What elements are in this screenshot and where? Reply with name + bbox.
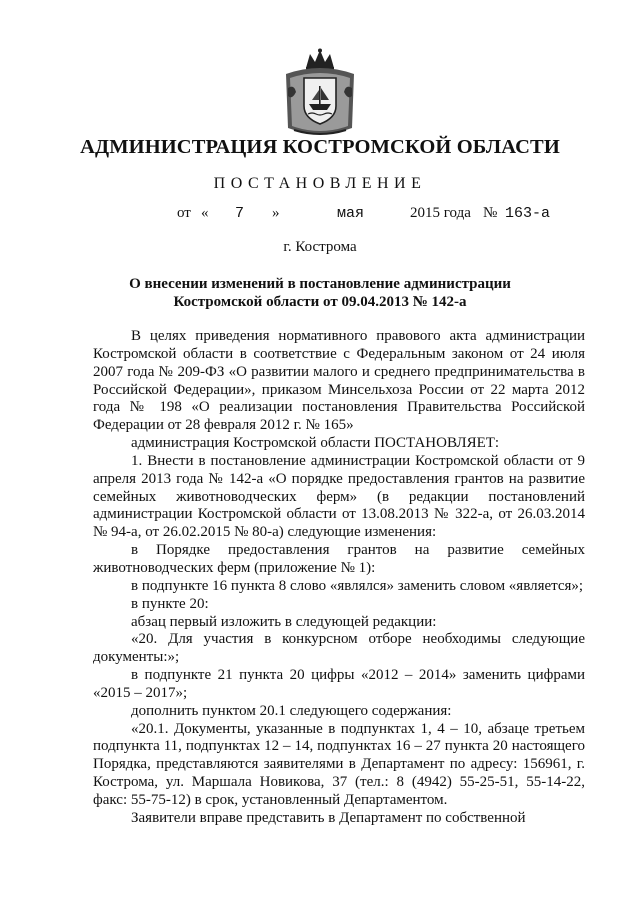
point-20-text: «20. Для участия в конкурсном отборе необходимы следующие документы:»; [93,631,585,666]
resolves-paragraph: администрация Костромской области ПОСТАНОВЛЯЕТ: [131,435,500,452]
date-month: мая [337,205,365,222]
add-point-20-1-paragraph: дополнить пунктом 20.1 следующего содержания: [131,702,452,719]
document-number: 163-а [505,205,551,222]
quote-open: « [201,205,209,221]
applicants-paragraph: Заявители вправе представить в Департамент по собственной [131,809,526,826]
subject-line-1: О внесении изменений в постановление администрации [129,276,511,292]
first-paragraph-note: абзац первый изложить в следующей редакции: [131,613,437,630]
coat-of-arms-icon [284,48,356,136]
quote-close: » [272,205,280,221]
order-paragraph: в Порядке предоставления грантов на развитие семейных животноводческих ферм (приложение № 1): [93,542,585,576]
document-body [93,328,585,828]
document-type: ПОСТАНОВЛЕНИЕ [213,175,427,192]
item-1-paragraph: 1. Внести в постановление администрации Костромской области от 9 апреля 2013 года № 142-а «О порядке предоставления грантов на развитие семейных животноводческих ферм» (в редакции постановлений администрации Костромской области от 13.08.2013 № 322-а, от 26.03.2014 № 94-а, от 26.02.2015 № 80-а) следующие изменения: [93,452,585,541]
organization-title: АДМИНИСТРАЦИЯ КОСТРОМСКОЙ ОБЛАСТИ [80,136,560,158]
point-20-1-text: «20.1. Документы, указанные в подпунктах 1, 4 – 10, абзаце третьем подпункта 11, подпунктах 12 – 14, подпунктах 16 – 27 пункта 20 настоящего Порядка, представляются заявителями в Департамент по адресу: 156961, г. Кострома, ул. Маршала Новикова, 37 (тел.: 8 (4942) 55-25-51, 55-14-22, факс: 55-75-12) в срок, установленный Департаментом. [93,720,585,808]
subpoint-16-paragraph: в подпункте 16 пункта 8 слово «являлся» заменить словом «является»; [131,577,584,594]
city-name: г. Кострома [283,239,357,255]
document-subject [0,275,640,311]
point-20-paragraph: в пункте 20: [131,595,209,612]
subpoint-21-paragraph: в подпункте 21 пункта 20 цифры «2012 – 2014» заменить цифрами «2015 – 2017»; [93,667,585,701]
date-prefix: от [177,205,191,221]
date-day: 7 [235,205,245,222]
subject-line-2: Костромской области от 09.04.2013 № 142-а [173,294,467,310]
preamble-paragraph: В целях приведения нормативного правового акта администрации Костромской области в соответствие с Федеральным законом от 24 июля 2007 года № 209-ФЗ «О развитии малого и среднего предпринимательства в Российской Федерации», приказом Минсельхоза России от 22 марта 2012 года № 198 «О реализации постановления Правительства Российской Федерации от 28 февраля 2012 г. № 165» [93,328,585,434]
date-line [0,205,640,227]
number-sign: № [483,205,498,221]
date-year: 2015 года [410,205,471,221]
